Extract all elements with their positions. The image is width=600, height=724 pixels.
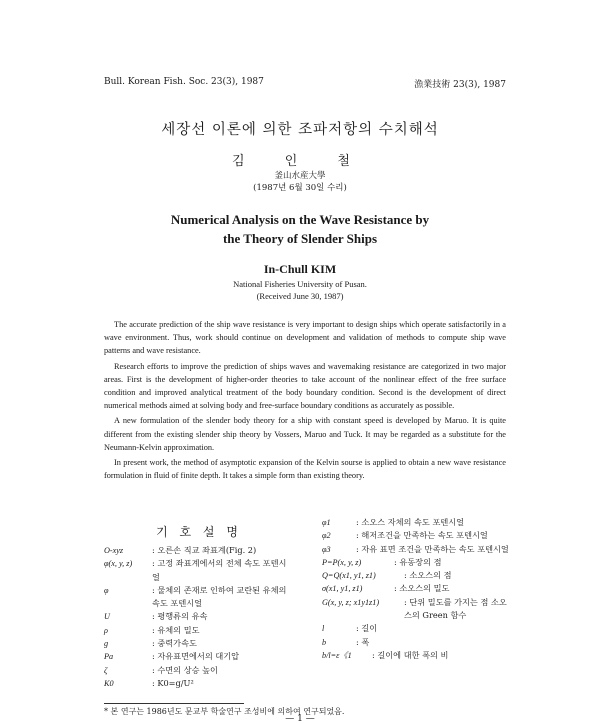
nomenclature-definition: : K0=g/U² xyxy=(152,677,194,688)
footnote: * 본 연구는 1986년도 문교부 학술연구 조성비에 의하여 연구되었음. xyxy=(104,707,345,716)
title-english-line2: the Theory of Slender Ships xyxy=(222,231,378,246)
nomenclature-symbol: φ2 xyxy=(322,531,331,541)
abstract xyxy=(104,318,506,484)
nomenclature-symbol: K0 xyxy=(104,678,114,688)
nomenclature-symbol: G(x, y, z; x1y1z1) xyxy=(322,597,380,607)
title-korean: 세장선 이론에 의한 조파저항의 수치해석 xyxy=(161,122,439,138)
nomenclature-definition: : 폭 xyxy=(356,636,370,647)
nomenclature-definition: : 자유 표면 조건을 만족하는 속도 포텐시얼 xyxy=(356,543,509,554)
nomenclature-symbol: g xyxy=(104,639,109,649)
title-english xyxy=(0,210,600,248)
nomenclature-definition: : 자유표면에서의 대기압 xyxy=(152,651,240,662)
nomenclature-symbol: σ(x1, y1, z1) xyxy=(322,584,363,594)
nomenclature-definition: : 유동장의 점 xyxy=(394,556,442,567)
abstract-paragraph: A new formulation of the slender body theory for a ship with constant speed is developed by Maruo. It is quite different from the existing slender ship theory by Vossers, Maruo and Tuck. It may be regarded as a substitute for the Neumann-Kelvin approximation. xyxy=(104,416,506,452)
nomenclature-symbol: Q=Q(x1, y1, z1) xyxy=(322,571,376,581)
nomenclature-definition: : 길이 xyxy=(356,623,378,634)
author-english: In-Chull KIM xyxy=(263,262,337,276)
nomenclature-symbol: φ xyxy=(104,585,109,595)
nomenclature-row xyxy=(322,636,512,649)
nomenclature-row xyxy=(322,569,512,582)
received-date-korean: (1987년 6월 30일 수리) xyxy=(253,183,347,193)
nomenclature-symbol: φ1 xyxy=(322,518,331,527)
nomenclature-heading: 기 호 설 명 xyxy=(156,525,242,539)
nomenclature-row xyxy=(104,610,294,623)
nomenclature-symbol: b/l=ε《1 xyxy=(322,650,352,660)
nomenclature-row xyxy=(322,649,512,662)
nomenclature-row xyxy=(104,637,294,650)
nomenclature-definition: : 소오스의 밀도 xyxy=(394,583,450,594)
nomenclature-definition: : 해저조건을 만족하는 속도 포텐시얼 xyxy=(356,530,488,541)
abstract-paragraph: In present work, the method of asymptotic expansion of the Kelvin sourse is applied to obtain a new wave resistance formulation in fluid of finite depth. It takes a simple form than existing theory. xyxy=(104,458,506,481)
abstract-paragraph: The accurate prediction of the ship wave resistance is very important to design ships which operate satisfactorily in a wave environment. Thus, work should continue on development and validation of methods to compute ship wave patterns and wave resistance. xyxy=(104,320,506,356)
nomenclature-symbol: φ(x, y, z) xyxy=(104,559,133,569)
nomenclature-row xyxy=(322,556,512,569)
nomenclature-row xyxy=(104,624,294,637)
nomenclature-row xyxy=(322,516,512,529)
nomenclature-definition: : 고정 좌표계에서의 전체 속도 포텐시얼 xyxy=(152,558,287,582)
nomenclature-row xyxy=(322,529,512,542)
journal-header-right: 漁業技術 23(3), 1987 xyxy=(414,80,506,90)
nomenclature-left-column xyxy=(104,544,294,690)
author-korean: 김 인 철 xyxy=(232,154,368,169)
nomenclature-definition: : 소오스 자체의 속도 포텐시얼 xyxy=(356,517,465,527)
nomenclature-definition: : 물체의 존재로 인하여 교란된 유체의 속도 포텐시얼 xyxy=(152,584,287,609)
nomenclature-symbol: b xyxy=(322,637,327,647)
nomenclature-symbol: P=P(x, y, z) xyxy=(322,557,362,567)
nomenclature-definition: : 수면의 상승 높이 xyxy=(152,664,218,675)
nomenclature-symbol: O-xyz xyxy=(104,546,124,555)
nomenclature-symbol: U xyxy=(104,612,110,622)
nomenclature-row xyxy=(104,544,294,557)
nomenclature-definition: : 길이에 대한 폭의 비 xyxy=(372,649,449,660)
received-date-english: (Received June 30, 1987) xyxy=(256,291,344,301)
nomenclature-definition: : 오른손 직교 좌표계(Fig. 2) xyxy=(152,545,257,555)
nomenclature-row xyxy=(104,650,294,663)
journal-header-left: Bull. Korean Fish. Soc. 23(3), 1987 xyxy=(104,77,264,87)
nomenclature-symbol: φ3 xyxy=(322,544,331,554)
page-number: — 1 — xyxy=(285,714,315,724)
nomenclature-right-column xyxy=(322,516,512,662)
affiliation-english: National Fisheries University of Pusan. xyxy=(233,279,367,289)
nomenclature-row xyxy=(104,557,294,584)
nomenclature-definition: : 소오스의 점 xyxy=(404,570,452,581)
nomenclature-row xyxy=(104,677,294,690)
nomenclature-row xyxy=(322,622,512,635)
nomenclature-row xyxy=(104,584,294,611)
nomenclature-row xyxy=(322,596,512,623)
nomenclature-definition: : 평행류의 유속 xyxy=(152,611,208,622)
title-english-line1: Numerical Analysis on the Wave Resistance by xyxy=(170,212,430,227)
nomenclature-symbol: ρ xyxy=(104,625,108,635)
nomenclature-symbol: ζ xyxy=(104,665,108,675)
footnote-rule xyxy=(104,703,244,704)
nomenclature-definition: : 단위 밀도를 가지는 점 소오스의 Green 함수 xyxy=(404,596,507,621)
nomenclature-symbol: Pa xyxy=(104,652,114,662)
nomenclature-symbol: l xyxy=(322,624,325,634)
nomenclature-row xyxy=(322,543,512,556)
affiliation-korean: 釜山水産大學 xyxy=(274,171,326,181)
nomenclature-row xyxy=(322,582,512,595)
nomenclature-definition: : 중력가속도 xyxy=(152,638,197,649)
abstract-paragraph: Research efforts to improve the prediction of ships waves and wavemaking resistance are categorized in two major areas. First is the development of higher-order theories to take account of the nonlinear effect of the free surface condition and improved analytical treatment of the body boundary condition. Second is the development of direct numerical methods aimed at solving body and free-surface boundary conditions as accurately as possible. xyxy=(104,361,506,411)
nomenclature-row xyxy=(104,664,294,677)
nomenclature-definition: : 유체의 밀도 xyxy=(152,624,200,635)
